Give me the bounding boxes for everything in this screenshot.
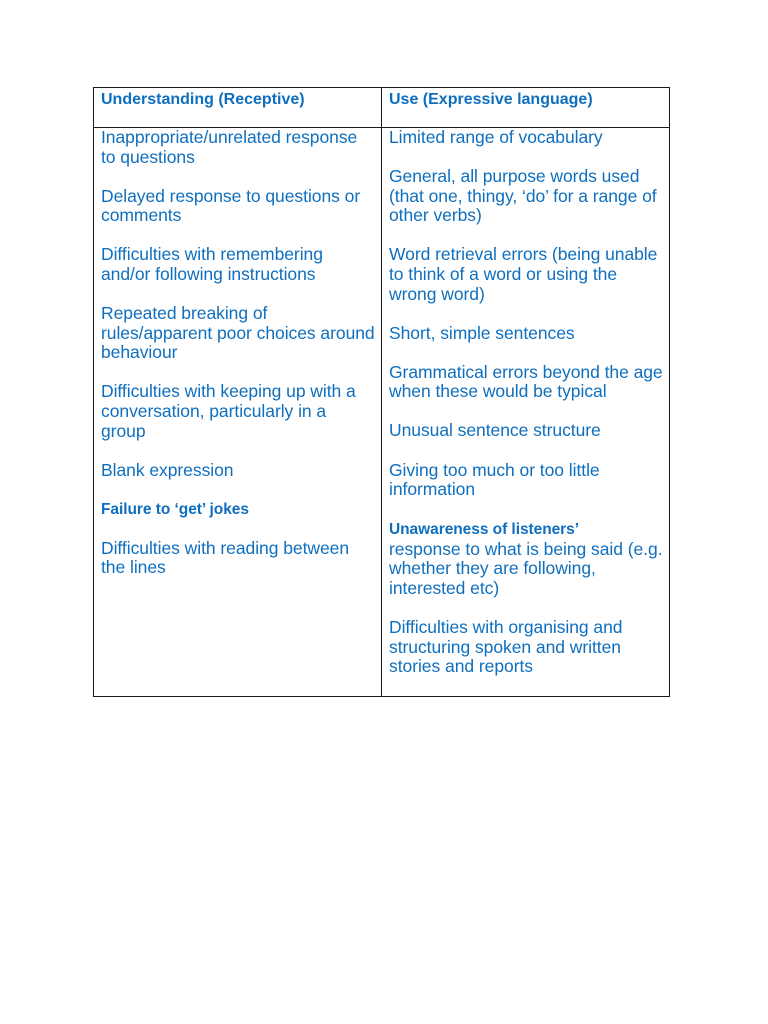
list-item: Limited range of vocabulary xyxy=(389,127,603,147)
list-item: Inappropriate/unrelated response to questions xyxy=(101,127,358,167)
list-item: General, all purpose words used (that one, thingy, ‘do’ for a range of other verbs) xyxy=(389,166,657,226)
list-item: Delayed response to questions or comments xyxy=(101,185,361,226)
list-item xyxy=(389,519,663,598)
list-item: Difficulties with reading between the lines xyxy=(101,537,350,578)
understanding-column xyxy=(94,128,382,697)
list-item: Repeated breaking of rules/apparent poor choices around behaviour xyxy=(101,303,375,363)
list-item: Difficulties with keeping up with a conversation, particularly in a group xyxy=(101,381,356,441)
list-item: Difficulties with remembering and/or following instructions xyxy=(101,244,323,284)
list-item: Unusual sentence structure xyxy=(389,420,601,441)
language-difficulties-table xyxy=(93,87,670,697)
header-understanding: Understanding (Receptive) xyxy=(94,88,382,128)
use-column xyxy=(382,128,670,697)
list-item: Blank expression xyxy=(101,459,234,480)
list-item: Grammatical errors beyond the age when these would be typical xyxy=(389,361,663,402)
header-use: Use (Expressive language) xyxy=(382,88,670,128)
table-header-row xyxy=(94,88,670,128)
list-item-rest: response to what is being said (e.g. whether they are following, interested etc) xyxy=(389,538,663,598)
list-item-bold-part: Unawareness of listeners’ xyxy=(389,521,579,539)
list-item: Difficulties with organising and structuring spoken and written stories and reports xyxy=(389,617,623,677)
list-item: Failure to ‘get’ jokes xyxy=(101,500,249,518)
table-body-row xyxy=(94,128,670,697)
list-item: Giving too much or too little information xyxy=(389,459,600,500)
list-item: Word retrieval errors (being unable to think of a word or using the wrong word) xyxy=(389,244,658,304)
list-item: Short, simple sentences xyxy=(389,322,575,343)
